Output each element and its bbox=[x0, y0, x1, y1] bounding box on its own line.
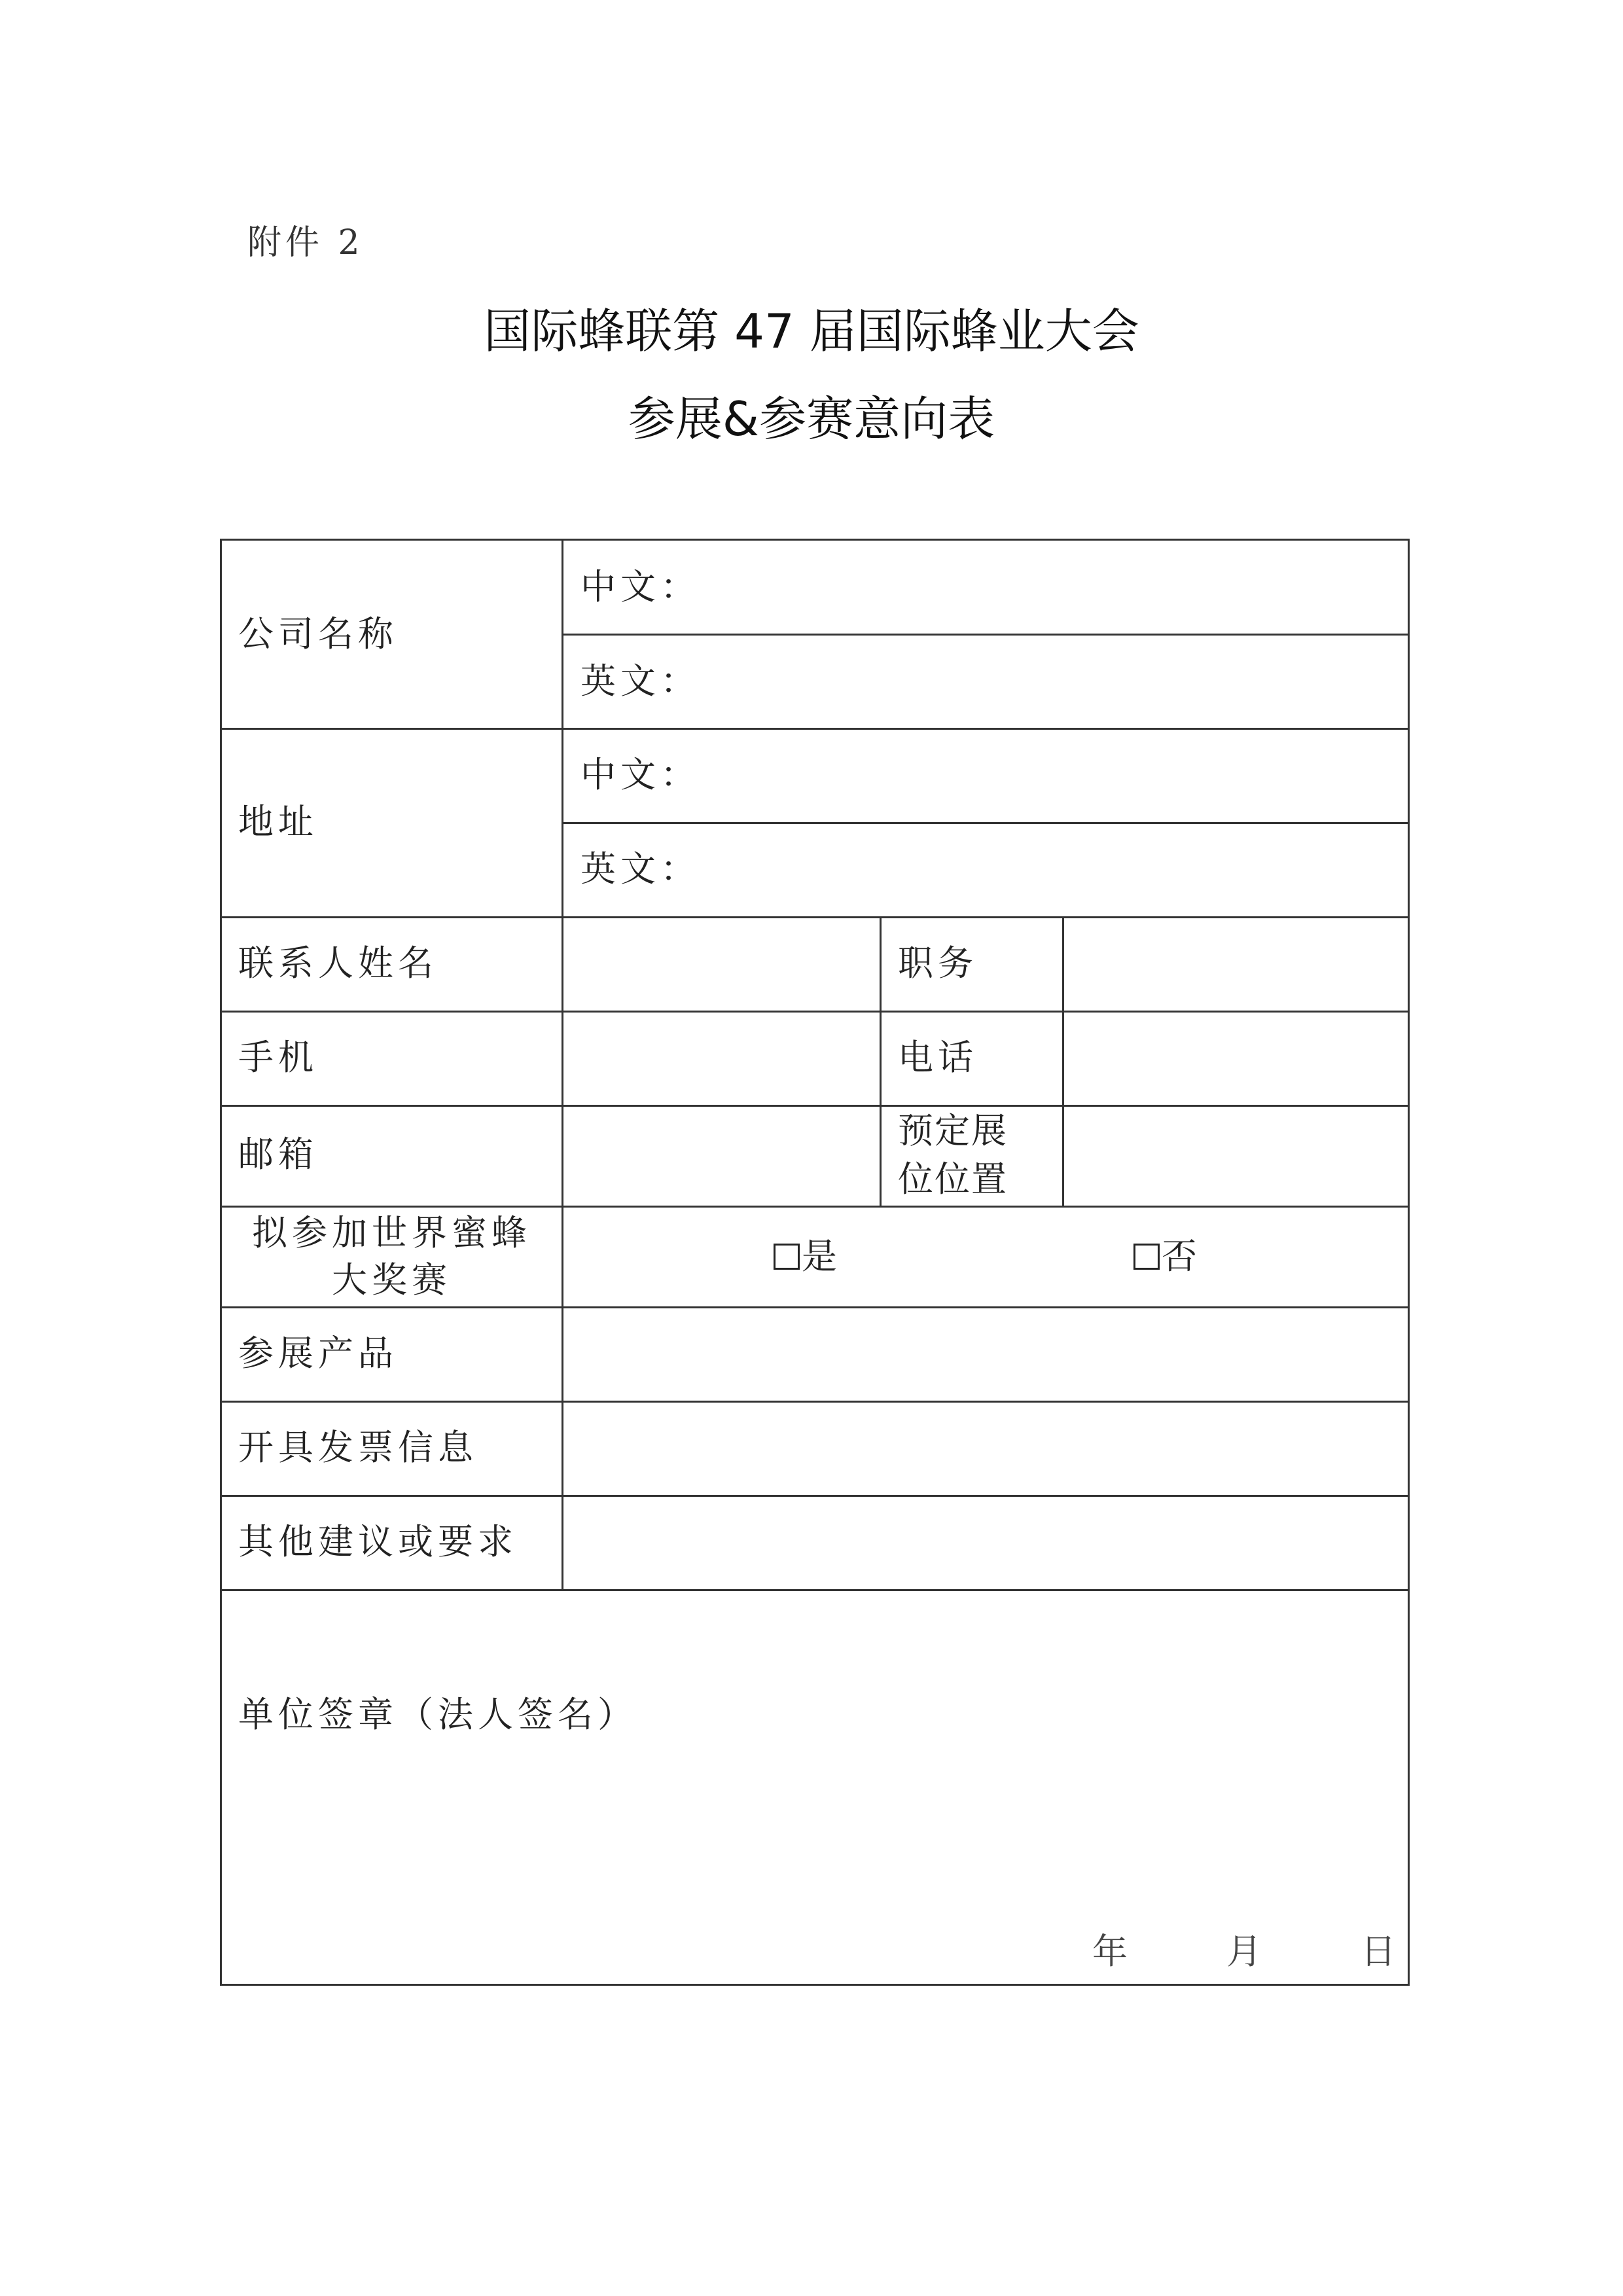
row-divider bbox=[222, 916, 1410, 918]
row-divider bbox=[222, 1589, 1410, 1591]
row-divider bbox=[563, 822, 1410, 824]
company-name-label: 公司名称 bbox=[238, 613, 398, 655]
row-divider bbox=[222, 1495, 1410, 1497]
column-divider bbox=[880, 916, 882, 1206]
page-title: 国际蜂联第 47 届国际蜂业大会 bbox=[484, 304, 1139, 359]
row-divider bbox=[222, 1105, 1410, 1107]
row-divider bbox=[222, 1306, 1410, 1308]
company-english-label: 英文： bbox=[580, 660, 700, 702]
no-label: 否 bbox=[1162, 1236, 1202, 1277]
booth-label-line2: 位位置 bbox=[898, 1158, 1008, 1200]
position-label: 职务 bbox=[898, 942, 978, 984]
address-english-label: 英文： bbox=[580, 848, 700, 889]
yes-checkbox[interactable] bbox=[774, 1244, 800, 1270]
yes-label: 是 bbox=[802, 1236, 842, 1277]
contact-name-label: 联系人姓名 bbox=[238, 942, 438, 984]
year-label: 年 bbox=[1092, 1931, 1132, 1972]
row-divider bbox=[222, 728, 1410, 730]
signature-label: 单位签章（法人签名） bbox=[238, 1694, 637, 1735]
address-chinese-label: 中文： bbox=[580, 754, 700, 795]
row-divider bbox=[222, 1401, 1410, 1403]
invoice-label: 开具发票信息 bbox=[238, 1427, 478, 1468]
row-divider bbox=[222, 1011, 1410, 1013]
page-subtitle: 参展&参赛意向表 bbox=[628, 391, 995, 446]
day-label: 日 bbox=[1361, 1931, 1400, 1972]
competition-label-line2: 大奖赛 bbox=[332, 1259, 452, 1300]
intent-form-table bbox=[220, 539, 1410, 1986]
suggestions-label: 其他建议或要求 bbox=[238, 1521, 518, 1562]
company-chinese-label: 中文： bbox=[580, 566, 700, 607]
phone-label: 电话 bbox=[898, 1037, 978, 1078]
address-label: 地址 bbox=[238, 801, 318, 842]
no-checkbox[interactable] bbox=[1133, 1244, 1160, 1270]
products-label: 参展产品 bbox=[238, 1333, 398, 1374]
mobile-label: 手机 bbox=[238, 1037, 318, 1078]
row-divider bbox=[222, 1206, 1410, 1208]
attachment-label: 附件 2 bbox=[247, 223, 364, 262]
column-divider bbox=[562, 541, 563, 1591]
month-label: 月 bbox=[1226, 1931, 1266, 1972]
column-divider bbox=[1062, 916, 1064, 1206]
competition-label-line1: 拟参加世界蜜蜂 bbox=[252, 1212, 531, 1253]
email-label: 邮箱 bbox=[238, 1134, 318, 1175]
row-divider bbox=[563, 634, 1410, 636]
booth-label-line1: 预定展 bbox=[898, 1110, 1008, 1151]
